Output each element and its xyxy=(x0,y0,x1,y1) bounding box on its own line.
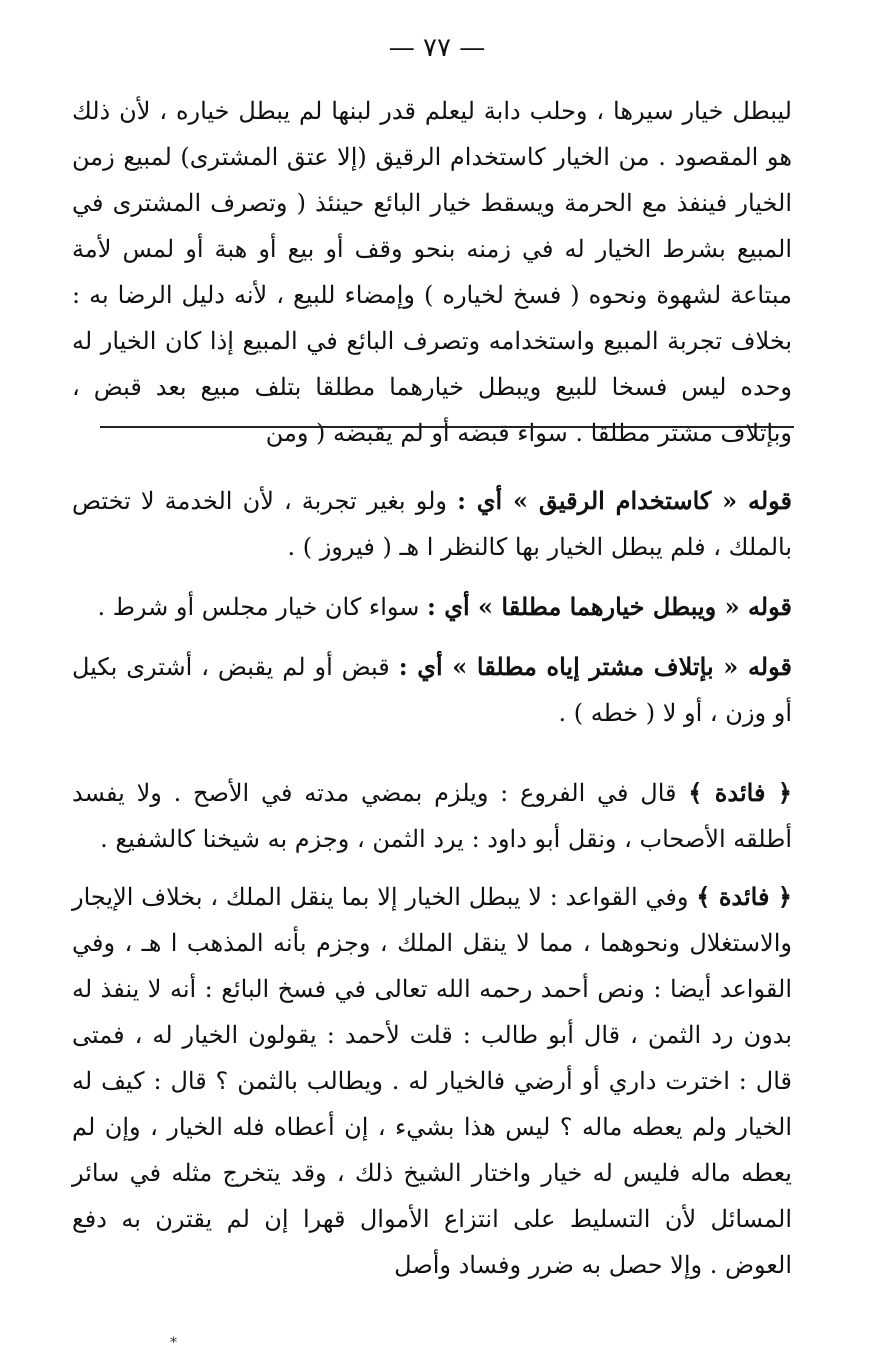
commentary-note-text: قبض أو لم يقبض ، أشترى بكيل أو وزن ، أو لا ( خطه ) . xyxy=(72,653,792,727)
footnote-divider xyxy=(100,426,794,428)
benefit-text: قال في الفروع : ويلزم بمضي مدته في الأصح . ولا يفسد أطلقه الأصحاب ، ونقل أبو داود : يرد الثمن ، وجزم به شيخنا كالشفيع . xyxy=(72,779,792,853)
commentary-note-lead: قوله « كاستخدام الرقيق » أي : xyxy=(457,486,792,515)
benefit-heading: ﴿ فائدة ﴾ xyxy=(688,778,792,807)
commentary-section xyxy=(72,478,792,750)
benefits-section xyxy=(72,770,792,1300)
main-text-body: ليبطل خيار سيرها ، وحلب دابة ليعلم قدر لبنها لم يبطل خياره ، لأن ذلك هو المقصود . من الخيار كاستخدام الرقيق (إلا عتق المشترى) لمبيع زمن الخيار فينفذ مع الحرمة ويسقط خيار البائع حينئذ ( وتصرف المشترى في المبيع بشرط الخيار له في زمنه بنحو وقف أو بيع أو هبة أو لمس لأمة مبتاعة لشهوة ونحوه ( فسخ لخياره ) وإمضاء للبيع ، لأنه دليل الرضا به : بخلاف تجربة المبيع واستخدامه وتصرف البائع في المبيع إذا كان الخيار له وحده ليس فسخا للبيع ويبطل خيارهما مطلقا بتلف مبيع بعد قبض ، وبإتلاف مشتر مطلقا . سواء قبضه أو لم يقبضه ( ومن xyxy=(72,97,792,447)
footer-mark: * xyxy=(170,1335,177,1351)
page-number: — ٧٧ — xyxy=(388,33,486,63)
benefit-heading: ﴿ فائدة ﴾ xyxy=(696,882,792,911)
commentary-note-text: ولو بغير تجربة ، لأن الخدمة لا تختص بالملك ، فلم يبطل الخيار بها كالنظر ا هـ ( فيروز ) . xyxy=(72,487,792,561)
benefit-paragraph xyxy=(72,770,792,862)
commentary-note xyxy=(72,644,792,736)
commentary-note xyxy=(72,584,792,630)
benefit-text: وفي القواعد : لا يبطل الخيار إلا بما ينقل الملك ، بخلاف الإيجار والاستغلال ونحوهما ، مما لا ينقل الملك ، وجزم بأنه المذهب ا هـ ، وفي القواعد أيضا : ونص أحمد رحمه الله تعالى في فسخ البائع : أنه لا ينفذ له بدون رد الثمن ، قال أبو طالب : قلت لأحمد : يقولون الخيار له ، فمتى قال : اخترت داري أو أرضي فالخيار له . ويطالب بالثمن ؟ قال : كيف له الخيار ولم يعطه ماله ؟ ليس هذا بشيء ، إن أعطاه فله الخيار ، وإن لم يعطه ماله فليس له خيار واختار الشيخ ذلك ، وقد يتخرج مثله في سائر المسائل لأن التسليط على انتزاع الأموال قهرا إن لم يقترن به دفع العوض . وإلا حصل به ضرر وفساد وأصل xyxy=(72,883,792,1279)
benefit-paragraph xyxy=(72,874,792,1288)
commentary-note-lead: قوله « ويبطل خيارهما مطلقا » أي : xyxy=(427,592,792,621)
commentary-note-text: سواء كان خيار مجلس أو شرط . xyxy=(97,593,427,621)
commentary-note xyxy=(72,478,792,570)
commentary-note-lead: قوله « بإتلاف مشتر إياه مطلقا » أي : xyxy=(398,652,792,681)
